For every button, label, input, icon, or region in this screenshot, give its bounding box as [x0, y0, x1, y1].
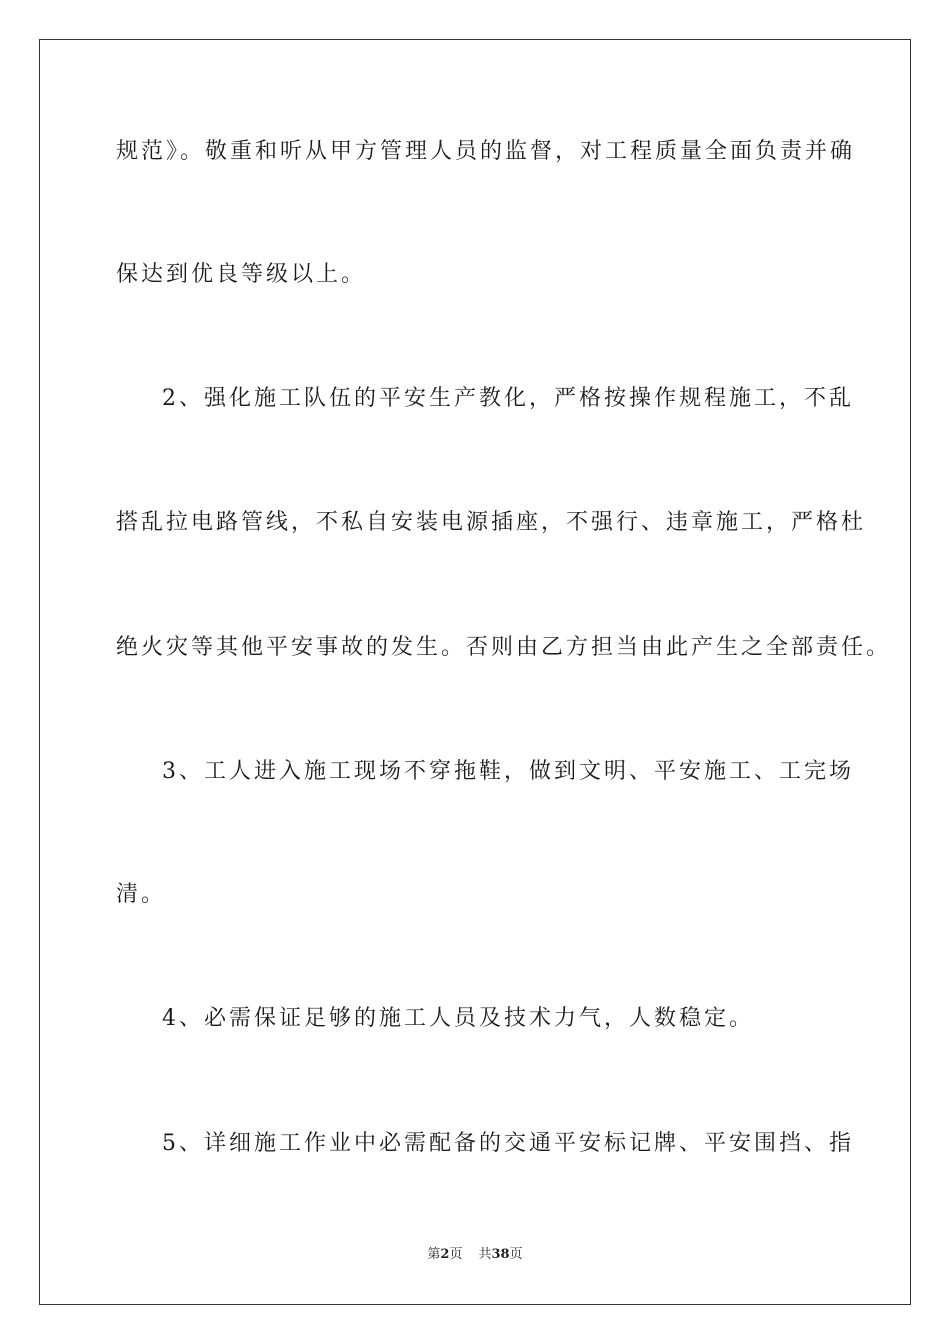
total-pages: 38: [491, 1247, 510, 1262]
total-prefix: 共: [478, 1247, 492, 1262]
body-text-line: 搭乱拉电路管线，不私自安装电源插座，不强行、违章施工，严格杜: [116, 510, 867, 535]
body-text-line: 保达到优良等级以上。: [116, 262, 367, 287]
page-prefix: 第: [427, 1247, 441, 1262]
page-footer: [0, 1246, 950, 1264]
body-text-line: 规范》。敬重和听从甲方管理人员的监督，对工程质量全面负责并确: [116, 139, 856, 164]
page-number: 2: [440, 1247, 450, 1262]
paragraph-3-start: 3、工人进入施工现场不穿拖鞋，做到文明、平安施工、工完场: [162, 759, 854, 784]
body-text-line: 清。: [116, 882, 167, 907]
paragraph-5-start: 5、详细施工作业中必需配备的交通平安标记牌、平安围挡、指: [162, 1131, 854, 1156]
body-text-line: 绝火灾等其他平安事故的发生。否则由乙方担当由此产生之全部责任。: [116, 635, 892, 660]
page-suffix: 页: [449, 1247, 463, 1262]
paragraph-4-start: 4、必需保证足够的施工人员及技术力气，人数稳定。: [162, 1006, 754, 1031]
page-frame: [39, 39, 911, 1305]
paragraph-2-start: 2、强化施工队伍的平安生产教化，严格按操作规程施工，不乱: [162, 386, 854, 411]
total-suffix: 页: [509, 1247, 523, 1262]
